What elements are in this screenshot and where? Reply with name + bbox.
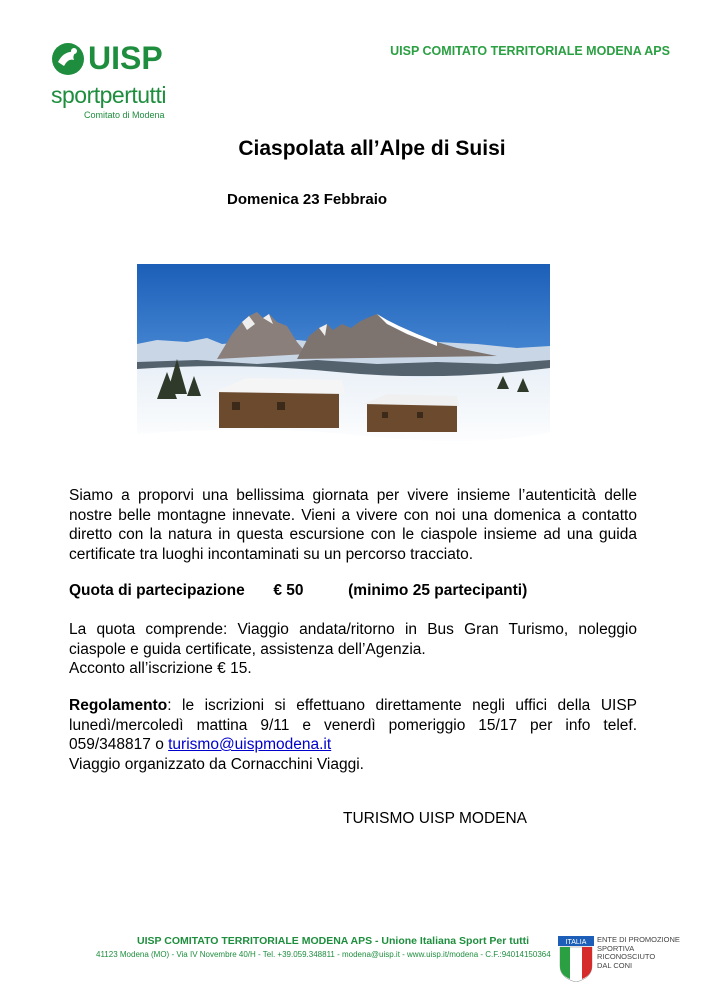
footer-organization: UISP COMITATO TERRITORIALE MODENA APS - Unione Italiana Sport Per tutti: [137, 935, 530, 947]
coni-recognition-text: [597, 936, 680, 970]
page-title: Ciaspolata all’Alpe di Suisi: [238, 137, 506, 160]
logo-main-text: UISP: [88, 40, 163, 76]
header-organization: UISP COMITATO TERRITORIALE MODENA APS: [390, 44, 670, 58]
comprende-text: La quota comprende: Viaggio andata/ritorno in Bus Gran Turismo, noleggio ciaspole e guida certificate, assistenza dell’Agenzia.: [69, 621, 637, 658]
mountain-landscape-photo: [137, 264, 550, 453]
logo-sub-text: sportpertutti: [51, 82, 166, 108]
coni-line: SPORTIVA: [597, 943, 635, 953]
footer-contacts: 41123 Modena (MO) - Via IV Novembre 40/H - Tel. +39.059.348811 - modena@uisp.it - www.uisp.it/modena - C.F.:94014150364: [96, 950, 551, 959]
regolamento-text: : le iscrizioni si effettuano direttamente negli uffici della UISP lunedì/mercoledì mattina 9/11 e venerdì pomeriggio 15/17 per info telef. 059/348817 o: [69, 697, 637, 753]
event-date: Domenica 23 Febbraio: [227, 191, 388, 208]
logo-comitato-text: Comitato di Modena: [84, 110, 165, 120]
organizer-text: Viaggio organizzato da Cornacchini Viaggi.: [69, 755, 364, 773]
comprende-paragraph: [69, 620, 637, 679]
regolamento-paragraph: [69, 696, 637, 774]
regolamento-label: Regolamento: [69, 697, 168, 714]
coni-line: ENTE DI PROMOZIONE: [597, 935, 680, 944]
coni-line: RICONOSCIUTO: [597, 952, 656, 961]
runner-emblem-icon: [50, 42, 86, 76]
acconto-text: Acconto all’iscrizione € 15.: [69, 660, 252, 677]
quota-label: Quota di partecipazione: [69, 582, 245, 599]
coni-line: DAL CONI: [597, 960, 633, 970]
quota-minimum: (minimo 25 partecipanti): [348, 582, 528, 599]
quota-line: [69, 581, 637, 601]
uisp-logo: [50, 40, 195, 122]
intro-paragraph: Siamo a proporvi una bellissima giornata per vivere insieme l’autenticità delle nostre belle montagne innevate. Vieni a vivere con noi una domenica a contatto diretto con la natura in questa escursione con le ciaspole insieme ad una guida certificate tra luoghi incontaminati su un percorso tracciato.: [69, 487, 637, 563]
quota-price: € 50: [273, 582, 304, 599]
email-link[interactable]: turismo@uispmodena.it: [168, 736, 332, 753]
badge-text: ITALIA: [565, 939, 587, 946]
italia-shield-icon: [558, 936, 594, 982]
signature: TURISMO UISP MODENA: [343, 810, 528, 827]
regolamento-body: [69, 696, 637, 755]
